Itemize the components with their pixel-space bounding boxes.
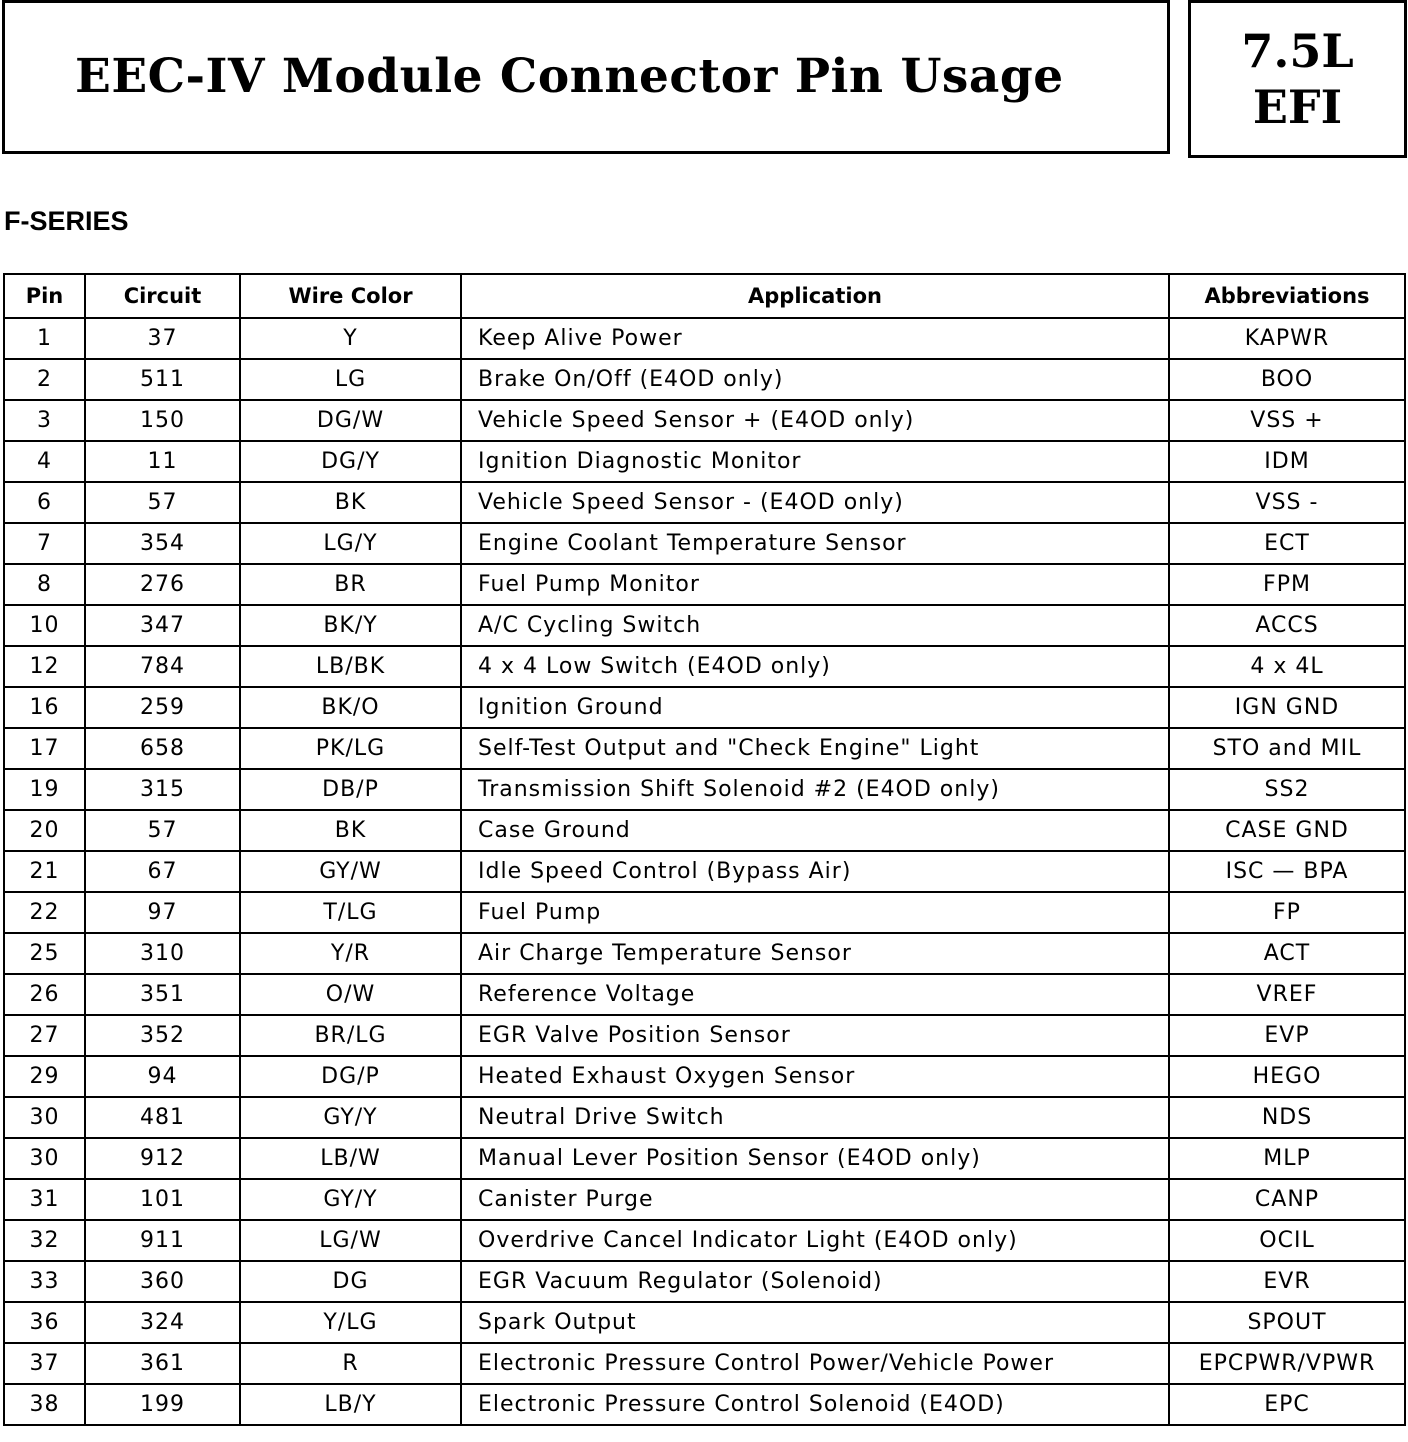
application-cell: Fuel Pump (461, 892, 1169, 933)
wire-color-cell: LB/W (240, 1138, 461, 1179)
table-row (4, 851, 1405, 892)
pin-cell: 33 (4, 1261, 85, 1302)
application-cell: Ignition Diagnostic Monitor (461, 441, 1169, 482)
application-cell: Transmission Shift Solenoid #2 (E4OD only) (461, 769, 1169, 810)
circuit-cell: 259 (85, 687, 240, 728)
abbreviation-cell: EVR (1169, 1261, 1405, 1302)
application-cell: Fuel Pump Monitor (461, 564, 1169, 605)
application-cell: Ignition Ground (461, 687, 1169, 728)
pin-cell: 32 (4, 1220, 85, 1261)
application-cell: Reference Voltage (461, 974, 1169, 1015)
application-cell: Neutral Drive Switch (461, 1097, 1169, 1138)
pin-cell: 38 (4, 1384, 85, 1425)
wire-color-cell: LB/BK (240, 646, 461, 687)
application-cell: 4 x 4 Low Switch (E4OD only) (461, 646, 1169, 687)
pin-cell: 29 (4, 1056, 85, 1097)
wire-color-cell: BK/O (240, 687, 461, 728)
pin-cell: 17 (4, 728, 85, 769)
table-row (4, 646, 1405, 687)
application-cell: Spark Output (461, 1302, 1169, 1343)
application-cell: Brake On/Off (E4OD only) (461, 359, 1169, 400)
circuit-cell: 94 (85, 1056, 240, 1097)
circuit-cell: 347 (85, 605, 240, 646)
wire-color-cell: DB/P (240, 769, 461, 810)
pin-cell: 19 (4, 769, 85, 810)
abbreviation-cell: CANP (1169, 1179, 1405, 1220)
table-row (4, 933, 1405, 974)
table-row (4, 523, 1405, 564)
column-header-circuit: Circuit (85, 274, 240, 318)
pin-cell: 8 (4, 564, 85, 605)
circuit-cell: 911 (85, 1220, 240, 1261)
table-row (4, 400, 1405, 441)
pin-cell: 30 (4, 1097, 85, 1138)
engine-type: EFI (1252, 80, 1343, 134)
abbreviation-cell: SS2 (1169, 769, 1405, 810)
abbreviation-cell: VSS - (1169, 482, 1405, 523)
application-cell: Vehicle Speed Sensor - (E4OD only) (461, 482, 1169, 523)
wire-color-cell: O/W (240, 974, 461, 1015)
circuit-cell: 310 (85, 933, 240, 974)
abbreviation-cell: MLP (1169, 1138, 1405, 1179)
section-title: F-SERIES (4, 206, 129, 236)
pin-cell: 26 (4, 974, 85, 1015)
abbreviation-cell: CASE GND (1169, 810, 1405, 851)
table-row (4, 1302, 1405, 1343)
wire-color-cell: DG/W (240, 400, 461, 441)
wire-color-cell: T/LG (240, 892, 461, 933)
pin-cell: 7 (4, 523, 85, 564)
pin-cell: 3 (4, 400, 85, 441)
abbreviation-cell: OCIL (1169, 1220, 1405, 1261)
table-row (4, 1056, 1405, 1097)
wire-color-cell: BR/LG (240, 1015, 461, 1056)
wire-color-cell: GY/W (240, 851, 461, 892)
table-row (4, 974, 1405, 1015)
pin-cell: 31 (4, 1179, 85, 1220)
wire-color-cell: LG/W (240, 1220, 461, 1261)
table-row (4, 769, 1405, 810)
abbreviation-cell: VSS + (1169, 400, 1405, 441)
circuit-cell: 67 (85, 851, 240, 892)
wire-color-cell: BR (240, 564, 461, 605)
wire-color-cell: BK (240, 482, 461, 523)
circuit-cell: 511 (85, 359, 240, 400)
wire-color-cell: LB/Y (240, 1384, 461, 1425)
wire-color-cell: R (240, 1343, 461, 1384)
circuit-cell: 57 (85, 482, 240, 523)
abbreviation-cell: IGN GND (1169, 687, 1405, 728)
application-cell: Engine Coolant Temperature Sensor (461, 523, 1169, 564)
pin-cell: 20 (4, 810, 85, 851)
pin-cell: 25 (4, 933, 85, 974)
abbreviation-cell: ISC — BPA (1169, 851, 1405, 892)
abbreviation-cell: 4 x 4L (1169, 646, 1405, 687)
application-cell: Electronic Pressure Control Solenoid (E4OD) (461, 1384, 1169, 1425)
wire-color-cell: LG/Y (240, 523, 461, 564)
wire-color-cell: BK (240, 810, 461, 851)
wire-color-cell: LG (240, 359, 461, 400)
column-header-pin: Pin (4, 274, 85, 318)
application-cell: Vehicle Speed Sensor + (E4OD only) (461, 400, 1169, 441)
column-header-application: Application (461, 274, 1169, 318)
abbreviation-cell: HEGO (1169, 1056, 1405, 1097)
abbreviation-cell: ECT (1169, 523, 1405, 564)
application-cell: Canister Purge (461, 1179, 1169, 1220)
table-header-row (4, 274, 1405, 318)
pin-cell: 2 (4, 359, 85, 400)
wire-color-cell: PK/LG (240, 728, 461, 769)
table-row (4, 892, 1405, 933)
table-row (4, 1220, 1405, 1261)
table-row (4, 441, 1405, 482)
table-row (4, 1261, 1405, 1302)
abbreviation-cell: IDM (1169, 441, 1405, 482)
circuit-cell: 354 (85, 523, 240, 564)
wire-color-cell: BK/Y (240, 605, 461, 646)
pin-cell: 16 (4, 687, 85, 728)
pin-cell: 4 (4, 441, 85, 482)
table-row (4, 810, 1405, 851)
circuit-cell: 784 (85, 646, 240, 687)
application-cell: Self-Test Output and "Check Engine" Light (461, 728, 1169, 769)
pin-cell: 12 (4, 646, 85, 687)
application-cell: EGR Valve Position Sensor (461, 1015, 1169, 1056)
wire-color-cell: DG (240, 1261, 461, 1302)
title-box (2, 0, 1170, 154)
table-row (4, 1179, 1405, 1220)
pin-cell: 27 (4, 1015, 85, 1056)
column-header-abbreviations: Abbreviations (1169, 274, 1405, 318)
wire-color-cell: Y/LG (240, 1302, 461, 1343)
abbreviation-cell: KAPWR (1169, 318, 1405, 359)
table-row (4, 1097, 1405, 1138)
table-row (4, 728, 1405, 769)
table-row (4, 605, 1405, 646)
circuit-cell: 150 (85, 400, 240, 441)
abbreviation-cell: ACCS (1169, 605, 1405, 646)
abbreviation-cell: FP (1169, 892, 1405, 933)
circuit-cell: 199 (85, 1384, 240, 1425)
abbreviation-cell: EPC (1169, 1384, 1405, 1425)
table-row (4, 1384, 1405, 1425)
wire-color-cell: DG/Y (240, 441, 461, 482)
abbreviation-cell: SPOUT (1169, 1302, 1405, 1343)
circuit-cell: 97 (85, 892, 240, 933)
page-title: EEC-IV Module Connector Pin Usage (75, 49, 1064, 104)
table-row (4, 1343, 1405, 1384)
table-row (4, 359, 1405, 400)
application-cell: Heated Exhaust Oxygen Sensor (461, 1056, 1169, 1097)
wire-color-cell: GY/Y (240, 1097, 461, 1138)
circuit-cell: 481 (85, 1097, 240, 1138)
pin-cell: 36 (4, 1302, 85, 1343)
circuit-cell: 352 (85, 1015, 240, 1056)
abbreviation-cell: EVP (1169, 1015, 1405, 1056)
table-row (4, 318, 1405, 359)
abbreviation-cell: EPCPWR/VPWR (1169, 1343, 1405, 1384)
application-cell: Overdrive Cancel Indicator Light (E4OD only) (461, 1220, 1169, 1261)
wire-color-cell: DG/P (240, 1056, 461, 1097)
application-cell: Air Charge Temperature Sensor (461, 933, 1169, 974)
circuit-cell: 912 (85, 1138, 240, 1179)
pin-cell: 30 (4, 1138, 85, 1179)
pin-cell: 6 (4, 482, 85, 523)
wire-color-cell: Y (240, 318, 461, 359)
circuit-cell: 57 (85, 810, 240, 851)
table-row (4, 1138, 1405, 1179)
abbreviation-cell: STO and MIL (1169, 728, 1405, 769)
circuit-cell: 276 (85, 564, 240, 605)
column-header-wire-color: Wire Color (240, 274, 461, 318)
application-cell: A/C Cycling Switch (461, 605, 1169, 646)
pin-cell: 1 (4, 318, 85, 359)
circuit-cell: 101 (85, 1179, 240, 1220)
circuit-cell: 324 (85, 1302, 240, 1343)
abbreviation-cell: VREF (1169, 974, 1405, 1015)
circuit-cell: 351 (85, 974, 240, 1015)
engine-displacement: 7.5L (1241, 24, 1354, 78)
circuit-cell: 37 (85, 318, 240, 359)
wire-color-cell: Y/R (240, 933, 461, 974)
engine-box (1188, 0, 1407, 158)
circuit-cell: 361 (85, 1343, 240, 1384)
table-row (4, 687, 1405, 728)
application-cell: Idle Speed Control (Bypass Air) (461, 851, 1169, 892)
circuit-cell: 11 (85, 441, 240, 482)
table-row (4, 564, 1405, 605)
pin-cell: 22 (4, 892, 85, 933)
pin-cell: 21 (4, 851, 85, 892)
pin-usage-table (3, 273, 1406, 1426)
table-row (4, 1015, 1405, 1056)
pin-cell: 10 (4, 605, 85, 646)
application-cell: Manual Lever Position Sensor (E4OD only) (461, 1138, 1169, 1179)
wire-color-cell: GY/Y (240, 1179, 461, 1220)
abbreviation-cell: FPM (1169, 564, 1405, 605)
circuit-cell: 315 (85, 769, 240, 810)
abbreviation-cell: NDS (1169, 1097, 1405, 1138)
application-cell: Electronic Pressure Control Power/Vehicle Power (461, 1343, 1169, 1384)
circuit-cell: 658 (85, 728, 240, 769)
application-cell: Keep Alive Power (461, 318, 1169, 359)
abbreviation-cell: BOO (1169, 359, 1405, 400)
application-cell: Case Ground (461, 810, 1169, 851)
pin-cell: 37 (4, 1343, 85, 1384)
circuit-cell: 360 (85, 1261, 240, 1302)
abbreviation-cell: ACT (1169, 933, 1405, 974)
application-cell: EGR Vacuum Regulator (Solenoid) (461, 1261, 1169, 1302)
table-row (4, 482, 1405, 523)
